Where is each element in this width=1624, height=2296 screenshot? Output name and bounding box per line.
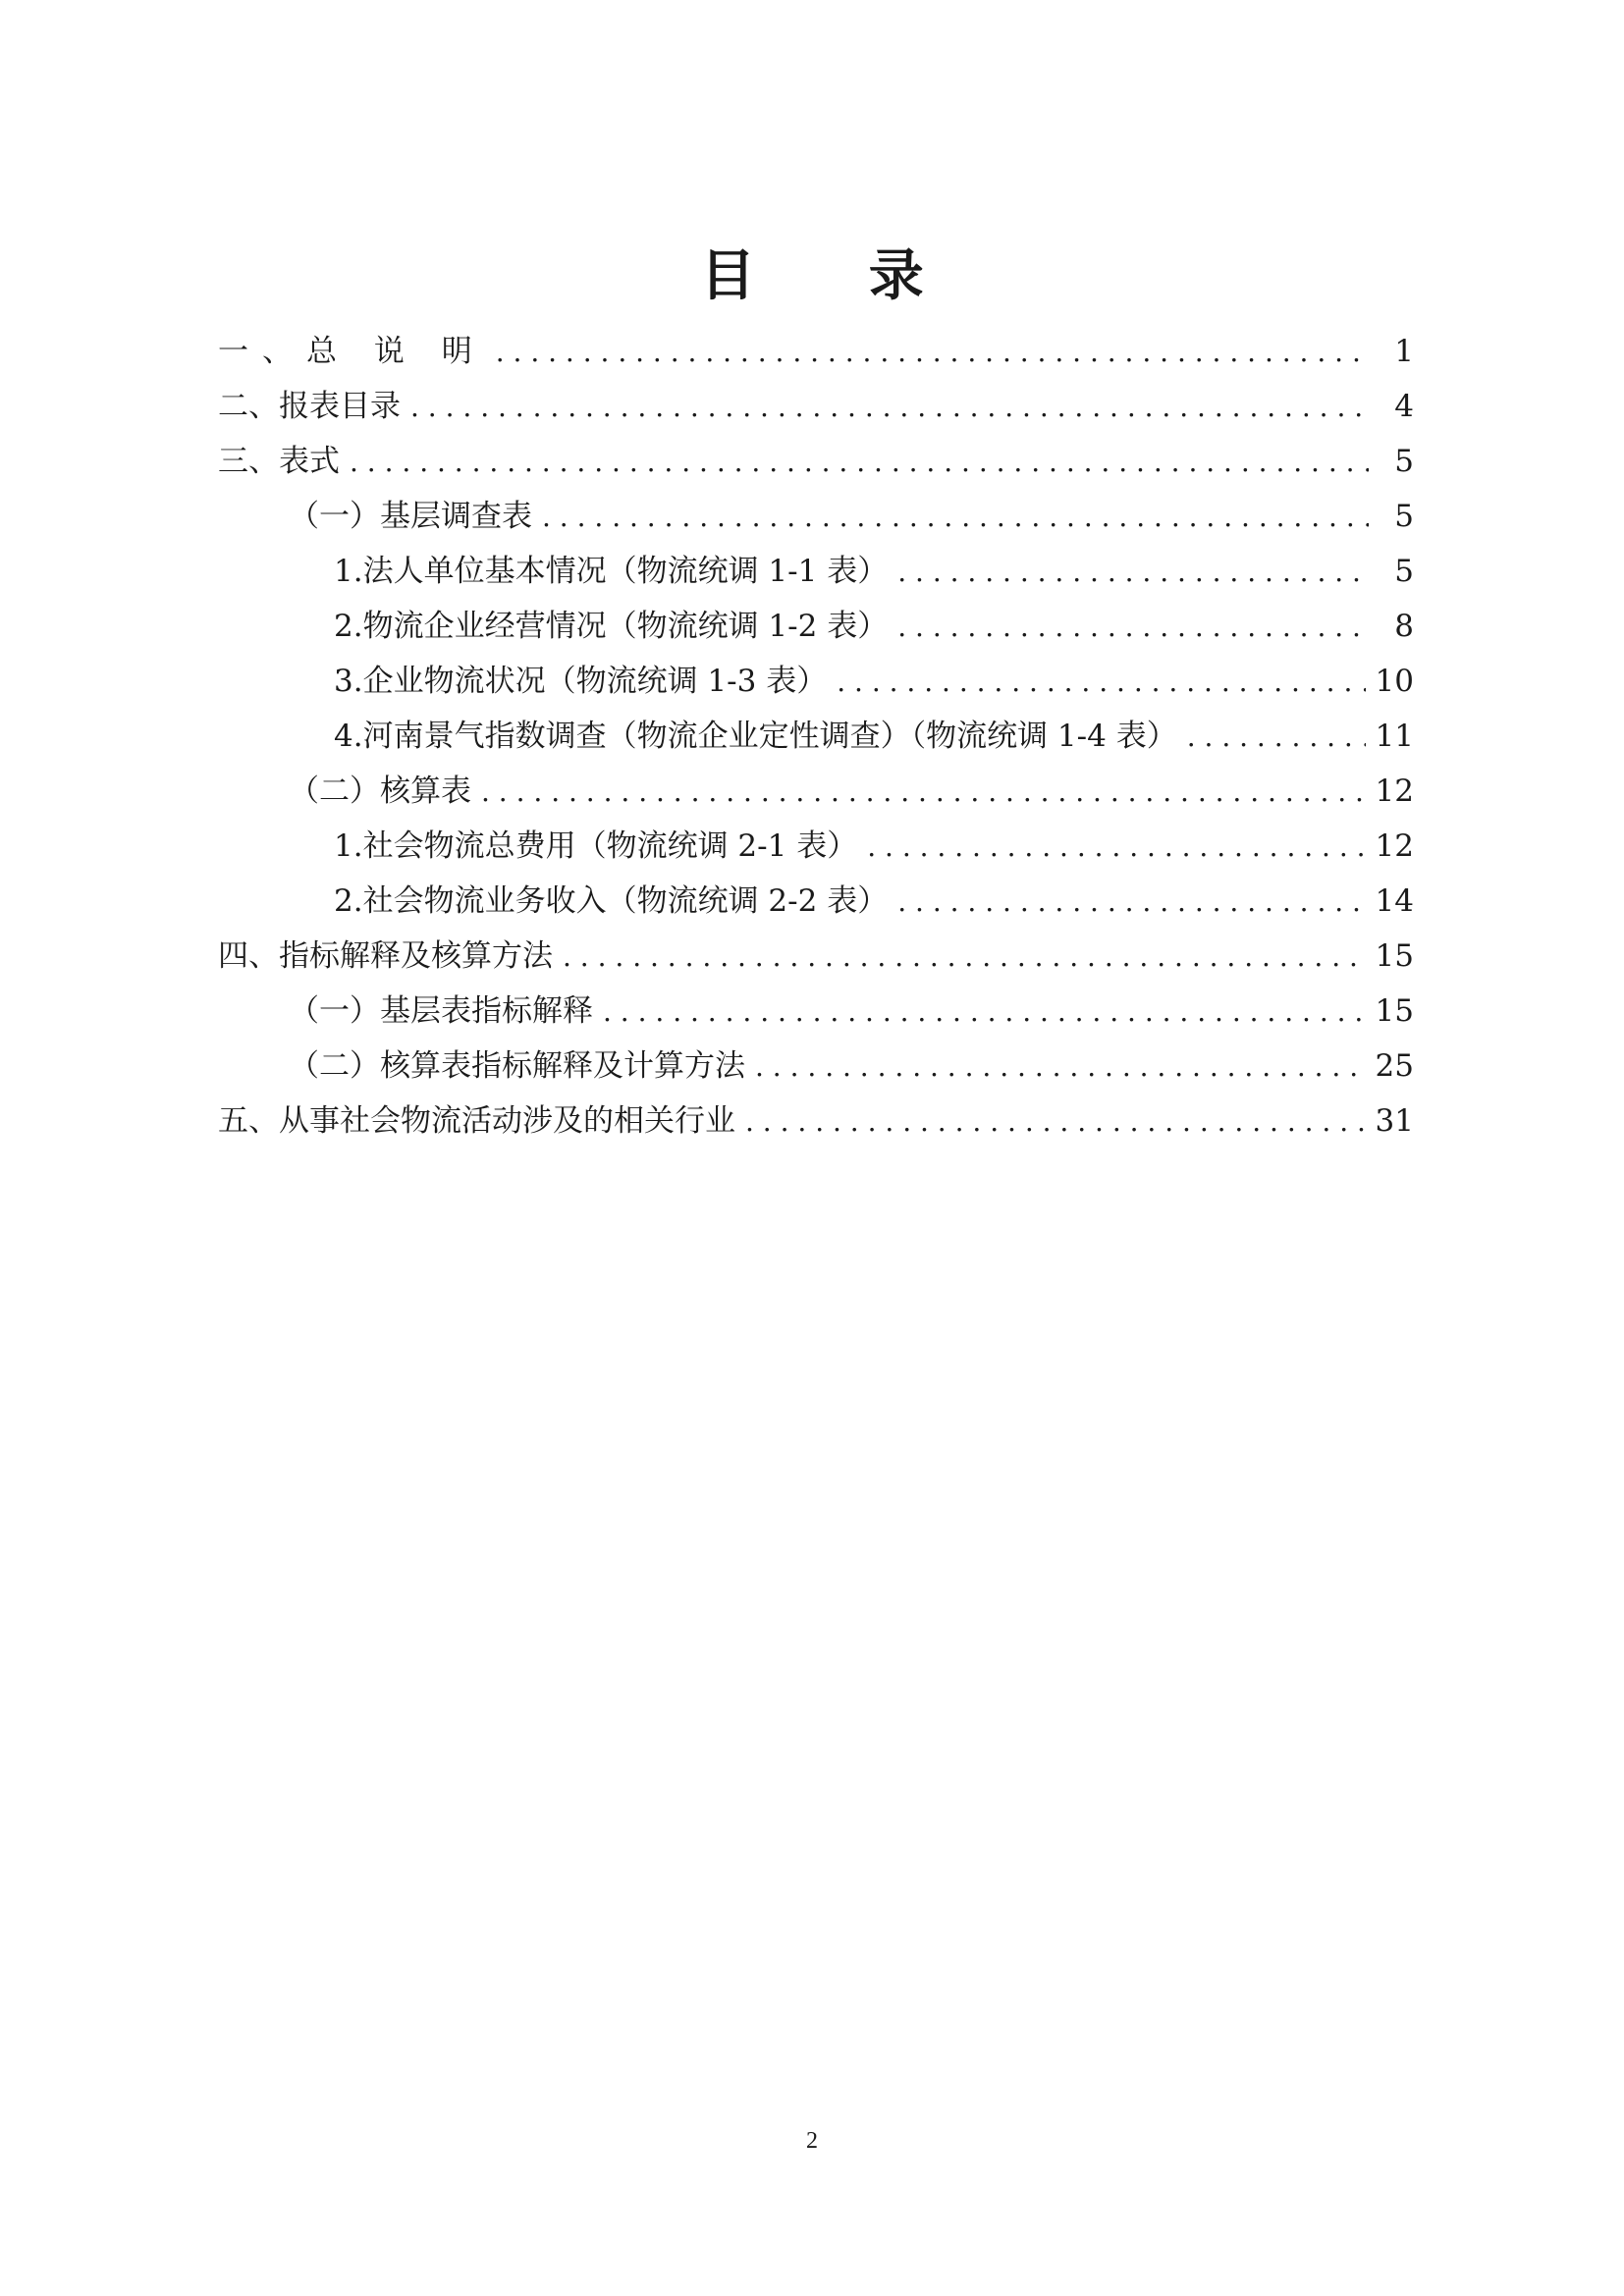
- toc-entry-label: 四、指标解释及核算方法: [218, 938, 553, 974]
- toc-entry[interactable]: [218, 819, 1414, 874]
- toc-entry-page: 8: [1394, 609, 1414, 644]
- toc-entry-page: 5: [1394, 554, 1414, 589]
- toc-entry-label: （二）核算表指标解释及计算方法: [289, 1048, 745, 1084]
- toc-entry-label: 2.物流企业经营情况（物流统调 1-2 表）: [334, 609, 889, 644]
- toc-entry-page: 10: [1375, 664, 1414, 699]
- toc-entry[interactable]: [218, 654, 1414, 709]
- toc-entry-label: 3.企业物流状况（物流统调 1-3 表）: [334, 664, 828, 699]
- toc-entry-page: 5: [1394, 499, 1414, 534]
- toc-entry-page: 15: [1375, 938, 1414, 974]
- toc-dot-leader: [1187, 710, 1366, 765]
- toc-dot-leader: [496, 325, 1369, 380]
- page-title: 目 录: [700, 244, 971, 308]
- toc-entry-page: 5: [1394, 444, 1414, 479]
- toc-entry-page: 15: [1375, 993, 1414, 1029]
- table-of-contents: [218, 324, 1414, 1148]
- toc-entry-page: 1: [1394, 334, 1414, 369]
- toc-entry[interactable]: [218, 599, 1414, 654]
- toc-entry-label: （一）基层调查表: [289, 499, 532, 534]
- page-number: 2: [806, 2128, 818, 2154]
- toc-entry-label: 五、从事社会物流活动涉及的相关行业: [218, 1103, 735, 1139]
- toc-entry-page: 11: [1375, 719, 1414, 754]
- toc-dot-leader: [603, 985, 1366, 1040]
- toc-dot-leader: [897, 875, 1365, 930]
- toc-dot-leader: [897, 545, 1369, 600]
- toc-entry[interactable]: [218, 764, 1414, 819]
- toc-entry-label: 三、表式: [218, 444, 340, 479]
- toc-entry[interactable]: [218, 324, 1414, 379]
- toc-entry[interactable]: [218, 709, 1414, 764]
- toc-dot-leader: [837, 655, 1365, 710]
- toc-entry-page: 4: [1394, 389, 1414, 424]
- toc-entry[interactable]: [218, 1039, 1414, 1094]
- toc-dot-leader: [410, 380, 1369, 435]
- toc-dot-leader: [897, 600, 1369, 655]
- toc-entry-page: 31: [1375, 1103, 1414, 1139]
- toc-dot-leader: [481, 765, 1366, 820]
- toc-entry-page: 12: [1375, 828, 1414, 864]
- toc-entry-label: 一、总 说 明: [218, 334, 486, 369]
- toc-dot-leader: [867, 820, 1365, 875]
- toc-entry[interactable]: [218, 984, 1414, 1039]
- toc-entry[interactable]: [218, 929, 1414, 984]
- toc-dot-leader: [755, 1040, 1366, 1095]
- toc-entry-label: 2.社会物流业务收入（物流统调 2-2 表）: [334, 883, 889, 919]
- toc-entry[interactable]: [218, 1094, 1414, 1148]
- toc-entry[interactable]: [218, 874, 1414, 929]
- toc-entry-label: 二、报表目录: [218, 389, 401, 424]
- toc-entry-label: 1.法人单位基本情况（物流统调 1-1 表）: [334, 554, 889, 589]
- toc-entry[interactable]: [218, 489, 1414, 544]
- toc-dot-leader: [350, 435, 1369, 490]
- toc-entry-label: 1.社会物流总费用（物流统调 2-1 表）: [334, 828, 858, 864]
- toc-entry-page: 25: [1375, 1048, 1414, 1084]
- toc-entry-label: （二）核算表: [289, 774, 471, 809]
- toc-entry-label: （一）基层表指标解释: [289, 993, 593, 1029]
- toc-dot-leader: [542, 490, 1369, 545]
- toc-entry-page: 14: [1375, 883, 1414, 919]
- toc-entry[interactable]: [218, 544, 1414, 599]
- toc-dot-leader: [563, 930, 1366, 985]
- toc-entry[interactable]: [218, 379, 1414, 434]
- toc-entry-label: 4.河南景气指数调查（物流企业定性调查）（物流统调 1-4 表）: [334, 719, 1177, 754]
- toc-entry[interactable]: [218, 434, 1414, 489]
- toc-entry-page: 12: [1375, 774, 1414, 809]
- toc-dot-leader: [745, 1095, 1366, 1149]
